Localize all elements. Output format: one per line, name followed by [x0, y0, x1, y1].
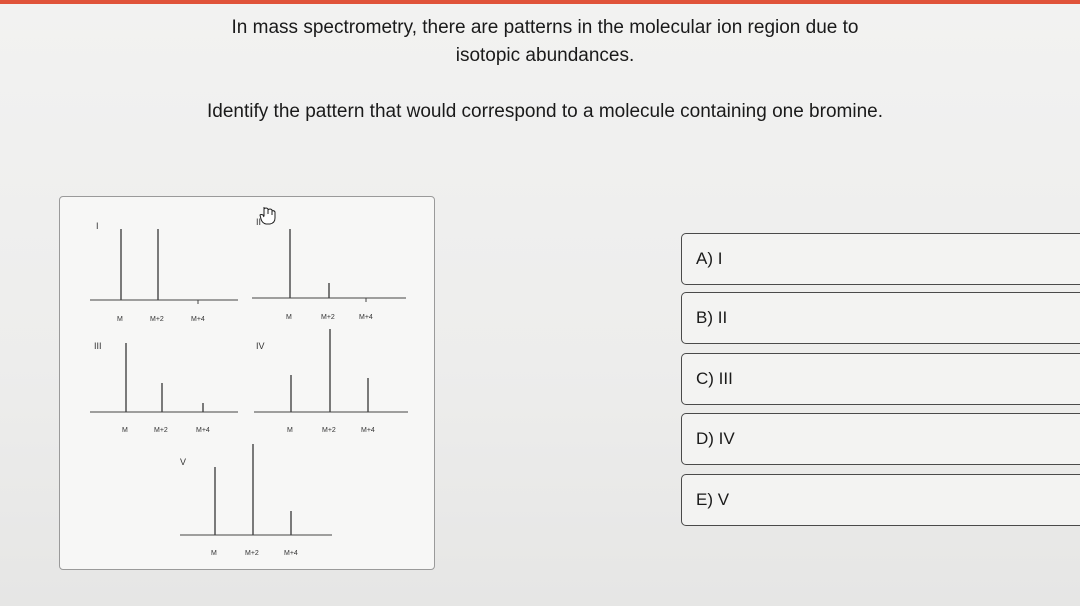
option-a-button[interactable]: A) I: [681, 233, 1080, 285]
label-m4: M+4: [284, 550, 298, 557]
label-m4: M+4: [196, 427, 210, 434]
option-b-button[interactable]: B) II: [681, 292, 1080, 344]
panel-ii: [252, 207, 406, 321]
accent-top-bar: [0, 0, 1080, 4]
spectra-figure: [59, 196, 435, 570]
label-m2: M+2: [154, 427, 168, 434]
panel-roman-label: V: [180, 457, 187, 467]
label-m2: M+2: [150, 316, 164, 323]
panel-i: [90, 221, 238, 323]
label-m: M: [117, 316, 123, 323]
panel-roman-label: IV: [256, 341, 265, 351]
hand-pointer-icon: [260, 207, 275, 224]
panel-roman-label: I: [96, 221, 99, 231]
label-m4: M+4: [191, 316, 205, 323]
spectra-svg: [60, 197, 436, 571]
label-m2: M+2: [245, 550, 259, 557]
label-m4: M+4: [359, 314, 373, 321]
label-m2: M+2: [321, 314, 335, 321]
label-m: M: [287, 427, 293, 434]
question-text-line-2: isotopic abundances.: [455, 45, 635, 66]
option-d-button[interactable]: D) IV: [681, 413, 1080, 465]
question-text-line-1: In mass spectrometry, there are patterns in the molecular ion region due to: [231, 17, 859, 38]
label-m: M: [211, 550, 217, 557]
panel-iv: [254, 329, 408, 434]
panel-v: [180, 444, 332, 557]
label-m2: M+2: [322, 427, 336, 434]
option-c-button[interactable]: C) III: [681, 353, 1080, 405]
label-m4: M+4: [361, 427, 375, 434]
panel-iii: [90, 341, 238, 434]
question-prompt: Identify the pattern that would correspond to a molecule containing one bromine.: [207, 101, 883, 122]
panel-roman-label: II: [256, 217, 262, 227]
panel-roman-label: III: [94, 341, 102, 351]
label-m: M: [122, 427, 128, 434]
label-m: M: [286, 314, 292, 321]
option-e-button[interactable]: E) V: [681, 474, 1080, 526]
